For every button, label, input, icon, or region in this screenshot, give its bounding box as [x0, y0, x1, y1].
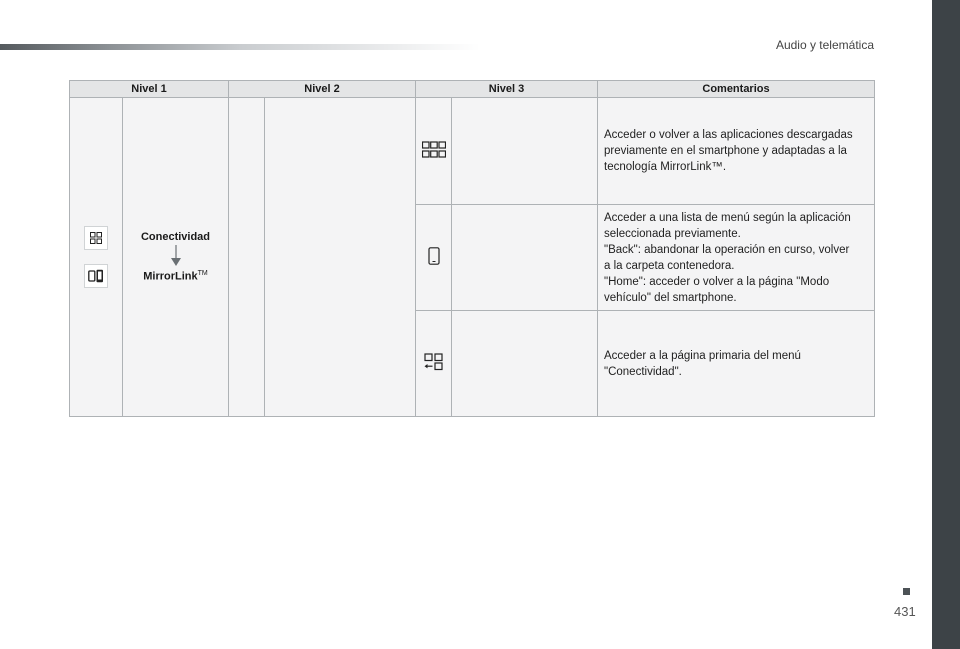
- smartphone-icon: [428, 247, 440, 265]
- comment-cell: Acceder a una lista de menú según la aplicación seleccionada previamente. "Back": abandonar la operación en curso, volver a la carpeta contenedora. "Home": acceder o volver a la página "Modo vehículo" del smartphone.: [598, 205, 875, 311]
- level2-cell: [123, 98, 229, 417]
- level3-icon-cell: [416, 311, 452, 417]
- section-title: Audio y telemática: [775, 38, 874, 52]
- level3-text-cell: [452, 205, 598, 311]
- column-header-comentarios: Comentarios: [598, 81, 875, 98]
- level3-icon-cell: [416, 205, 452, 311]
- side-band: [932, 0, 960, 649]
- column-header-nivel-2: Nivel 2: [229, 81, 416, 98]
- page-marker: [903, 588, 910, 595]
- header-rule: [0, 44, 480, 50]
- column-header-nivel-1: Nivel 1: [70, 81, 229, 98]
- connectivity-label: Conectividad: [140, 231, 211, 244]
- grid-app-icon: [84, 226, 108, 250]
- page-number: 431: [894, 604, 916, 619]
- mirrorlink-label: MirrorLink™: [143, 270, 208, 283]
- back-grid-icon: [424, 353, 444, 371]
- six-grid-icon: [422, 141, 446, 159]
- menu-table: [69, 80, 875, 417]
- down-arrow-icon: [171, 245, 181, 267]
- comment-cell: Acceder o volver a las aplicaciones descargadas previamente en el smartphone y adaptadas a la tecnología MirrorLink™.: [598, 98, 875, 205]
- level2-icon-cell: [229, 98, 265, 417]
- level3-text-cell: [452, 311, 598, 417]
- table-header-row: [70, 81, 875, 98]
- level1-cell: [70, 98, 123, 417]
- level2-text-cell: [265, 98, 416, 417]
- mirrorlink-phone-icon: [84, 264, 108, 288]
- table-row: [70, 98, 875, 205]
- level3-icon-cell: [416, 98, 452, 205]
- level3-text-cell: [452, 98, 598, 205]
- column-header-nivel-3: Nivel 3: [416, 81, 598, 98]
- comment-cell: Acceder a la página primaria del menú "Conectividad".: [598, 311, 875, 417]
